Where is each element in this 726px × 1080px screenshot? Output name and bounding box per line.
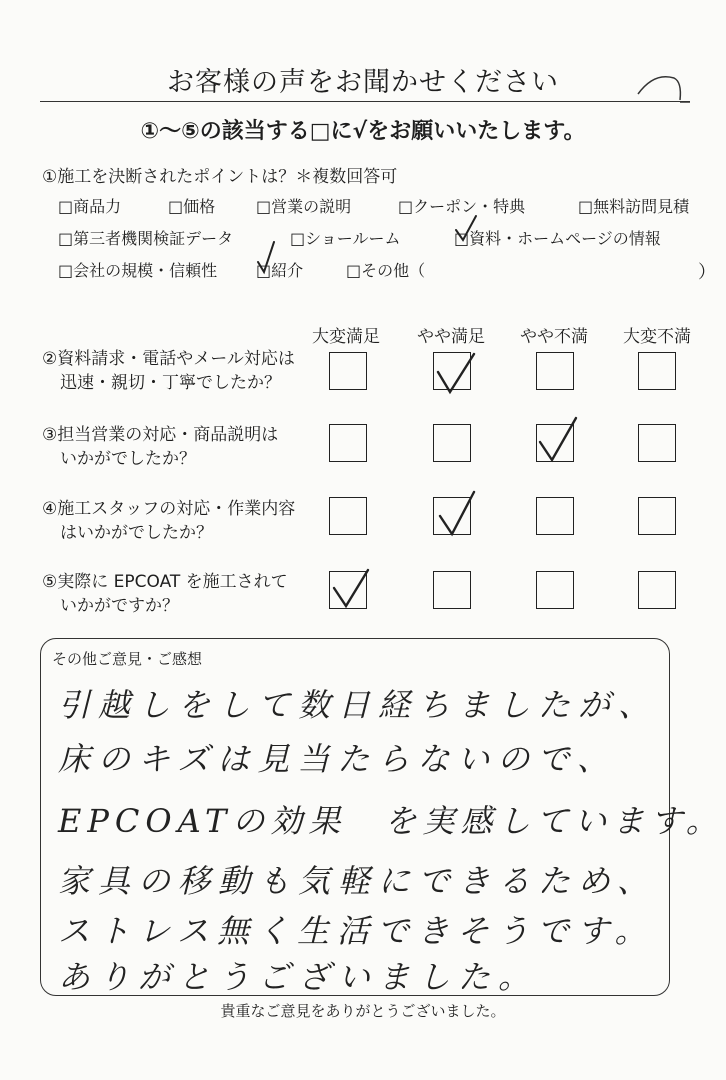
comment-label: その他ご意見・ご感想	[52, 650, 203, 668]
option-free-estimate[interactable]: □無料訪問見積	[578, 197, 690, 216]
option-third-party-data[interactable]: □第三者機関検証データ	[58, 229, 234, 248]
check-mark-icon	[254, 240, 280, 276]
column-very-satisfied: 大変満足	[312, 327, 380, 347]
instruction-text: ①〜⑤の該当する□に√をお願いいたします。	[140, 119, 586, 144]
q5-box-very-dissatisfied[interactable]	[638, 571, 676, 609]
option-row-1	[58, 194, 718, 216]
comment-line-6: ありがとうございました。	[58, 958, 539, 996]
check-mark-icon	[532, 414, 582, 466]
check-mark-icon	[326, 564, 376, 614]
comment-line-5: ストレス無く生活できそうです。	[58, 912, 655, 950]
option-sales-explanation[interactable]: □営業の説明	[256, 197, 352, 216]
title-corner-arc	[634, 70, 690, 106]
page-title: お客様の声をお聞かせください	[167, 67, 559, 98]
option-product[interactable]: □商品力	[58, 197, 122, 216]
option-company-scale[interactable]: □会社の規模・信頼性	[58, 261, 218, 280]
q3-box-very-satisfied[interactable]	[329, 424, 367, 462]
column-somewhat-dissatisfied: やや不満	[520, 327, 588, 347]
comment-line-3: EPCOATの効果 を実感しています。	[58, 802, 724, 840]
q2-box-very-dissatisfied[interactable]	[638, 352, 676, 390]
question-2-line-1: ②資料請求・電話やメール対応は	[42, 349, 295, 369]
footer-thanks: 貴重なご意見をありがとうございました。	[220, 1002, 506, 1020]
q4-box-very-dissatisfied[interactable]	[638, 497, 676, 535]
q2-box-very-satisfied[interactable]	[329, 352, 367, 390]
title-divider	[40, 101, 690, 102]
option-showroom[interactable]: □ショールーム	[290, 229, 401, 248]
column-very-dissatisfied: 大変不満	[623, 327, 691, 347]
question-3-line-2: いかがでしたか？	[60, 449, 196, 469]
q5-box-somewhat-satisfied[interactable]	[433, 571, 471, 609]
comment-line-1: 引越しをして数日経ちましたが、	[58, 686, 659, 724]
q2-box-somewhat-dissatisfied[interactable]	[536, 352, 574, 390]
check-mark-icon	[452, 214, 480, 244]
option-coupon[interactable]: □クーポン・特典	[398, 197, 526, 216]
option-price[interactable]: □価格	[168, 197, 216, 216]
q3-box-very-dissatisfied[interactable]	[638, 424, 676, 462]
question-4-text	[42, 497, 322, 545]
q4-box-somewhat-dissatisfied[interactable]	[536, 497, 574, 535]
question-4-line-1: ④施工スタッフの対応・作業内容	[42, 499, 296, 519]
option-row-3	[58, 258, 718, 280]
q5-box-somewhat-dissatisfied[interactable]	[536, 571, 574, 609]
question-3-text	[42, 423, 322, 471]
comment-line-4: 家具の移動も気軽にできるため、	[58, 862, 657, 900]
question-5-text	[42, 570, 322, 618]
option-row-2	[58, 226, 718, 248]
option-referral[interactable]: □紹介	[256, 261, 304, 280]
option-other[interactable]: □その他（	[346, 261, 426, 280]
question-3-line-1: ③担当営業の対応・商品説明は	[42, 425, 279, 445]
check-mark-icon	[432, 488, 482, 540]
column-somewhat-satisfied: やや満足	[417, 327, 485, 347]
question-2-line-2: 迅速・親切・丁寧でしたか？	[60, 373, 281, 393]
comment-line-2: 床のキズは見当たらないので、	[58, 740, 617, 778]
check-mark-icon	[430, 348, 480, 398]
question-1-text: ①施工を決断されたポイントは？＊複数回答可	[42, 167, 398, 187]
option-materials-website[interactable]: □資料・ホームページの情報	[454, 229, 661, 248]
q4-box-very-satisfied[interactable]	[329, 497, 367, 535]
question-2-text	[42, 347, 322, 395]
option-other-close: ）	[698, 262, 716, 283]
question-4-line-2: はいかがでしたか？	[60, 523, 213, 543]
question-5-line-2: いかがですか？	[60, 596, 179, 616]
q3-box-somewhat-satisfied[interactable]	[433, 424, 471, 462]
question-5-line-1: ⑤実際に EPCOAT を施工されて	[42, 572, 288, 592]
